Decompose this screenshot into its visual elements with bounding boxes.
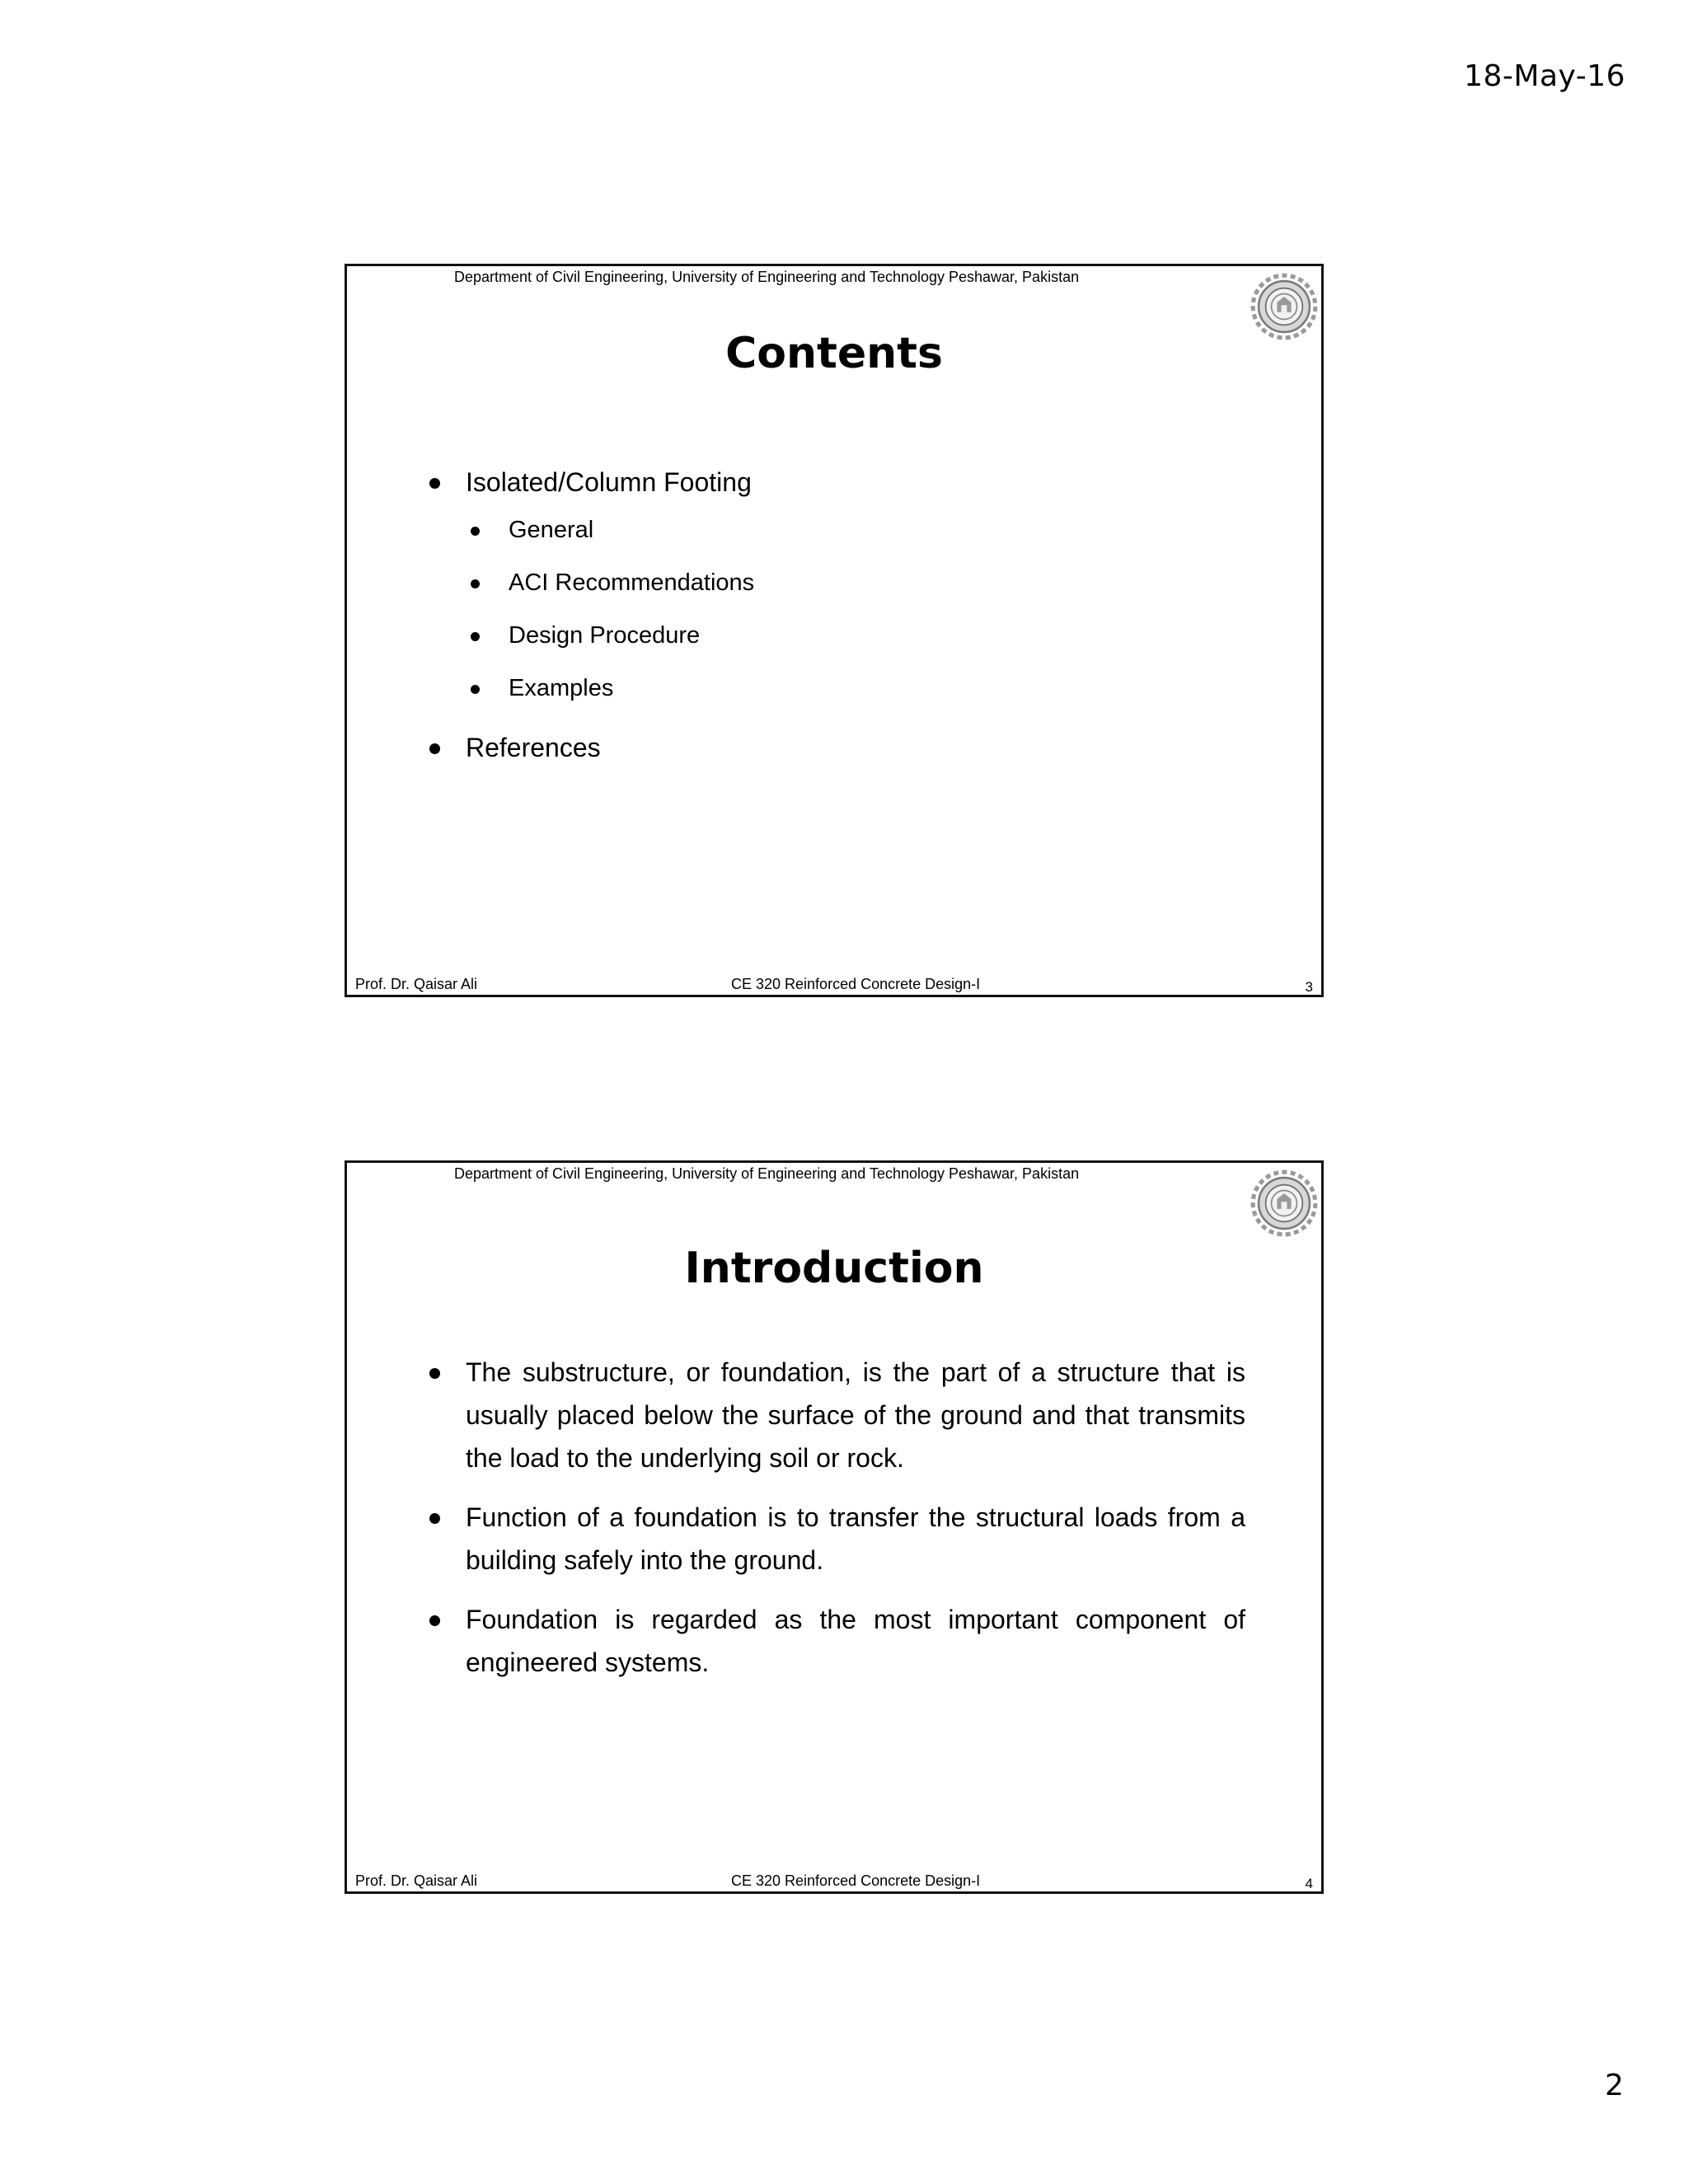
slide-footer [347, 1870, 1321, 1891]
footer-course: CE 320 Reinforced Concrete Design-I [731, 976, 981, 992]
slide-title: Introduction [684, 1244, 984, 1293]
slide-number: 4 [1305, 1876, 1313, 1891]
list-item [429, 1496, 1245, 1582]
sub-bullet-text: Design Procedure [509, 622, 701, 649]
bullet-icon [429, 1615, 440, 1626]
footer-course: CE 320 Reinforced Concrete Design-I [731, 1872, 981, 1889]
bullet-list [429, 461, 754, 769]
bullet-icon [471, 579, 480, 588]
bullet-text: Isolated/Column Footing [466, 467, 752, 497]
bullet-icon [429, 743, 440, 754]
bullet-list [429, 1351, 1245, 1684]
footer-author: Prof. Dr. Qaisar Ali [355, 1872, 478, 1889]
page-date: 18-May-16 [1464, 59, 1625, 93]
footer-author: Prof. Dr. Qaisar Ali [355, 976, 478, 992]
bullet-icon [471, 527, 480, 536]
page-number: 2 [1605, 2069, 1624, 2102]
slide-number: 3 [1305, 979, 1313, 995]
sub-bullet-text: General [509, 517, 594, 543]
list-item [429, 1351, 1245, 1479]
slide-footer [347, 973, 1321, 995]
slide-header: Department of Civil Engineering, University of Engineering and Technology Peshawar, Pakistan [454, 269, 1080, 285]
bullet-icon [429, 478, 440, 489]
list-item [429, 461, 754, 715]
list-item [471, 609, 754, 662]
sub-bullet-text: ACI Recommendations [509, 569, 755, 596]
slide-introduction [345, 1160, 1324, 1894]
bullet-text: Foundation is regarded as the most important component of engineered systems. [466, 1605, 1245, 1677]
list-item [471, 662, 754, 715]
slide-contents [345, 264, 1324, 997]
sub-bullet-text: Examples [509, 675, 614, 701]
bullet-text: References [466, 733, 601, 762]
bullet-icon [471, 632, 480, 641]
bullet-icon [429, 1513, 440, 1524]
list-item [471, 556, 754, 609]
bullet-text: Function of a foundation is to transfer the structural loads from a building safely into the ground. [466, 1502, 1245, 1575]
list-item [471, 504, 754, 556]
sub-bullet-list [466, 504, 754, 715]
list-item [429, 1598, 1245, 1684]
bullet-text: The substructure, or foundation, is the part of a structure that is usually placed below the surface of the ground and that transmits the load to the underlying soil or rock. [466, 1357, 1245, 1473]
university-seal-icon [1249, 1168, 1320, 1239]
list-item [429, 726, 754, 769]
bullet-icon [429, 1368, 440, 1379]
bullet-icon [471, 685, 480, 694]
slide-header: Department of Civil Engineering, University of Engineering and Technology Peshawar, Pakistan [454, 1165, 1080, 1182]
slide-title: Contents [725, 329, 943, 378]
